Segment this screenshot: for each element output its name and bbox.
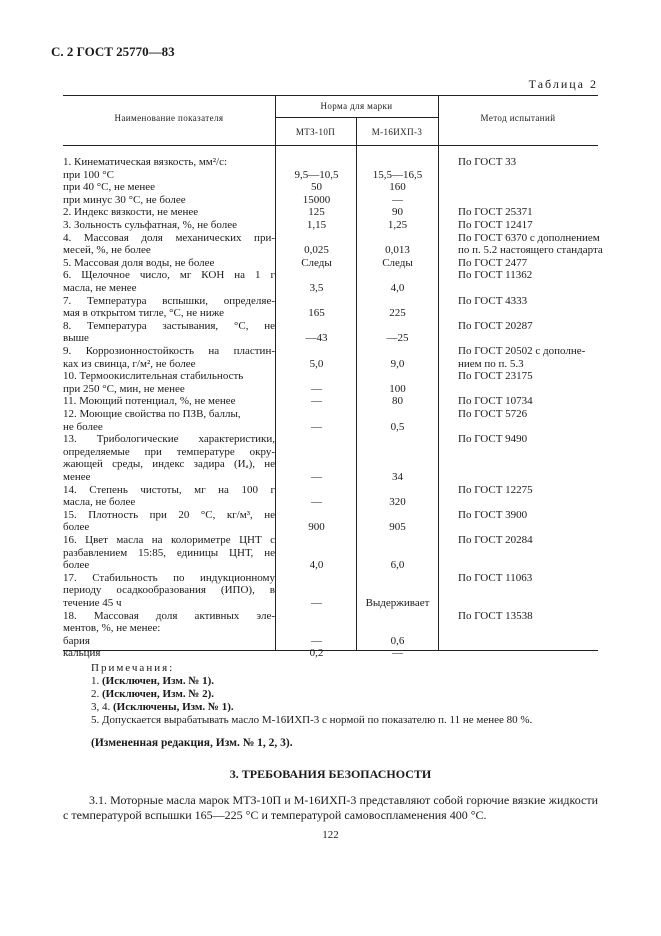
indicator-cell: 17. Стабильность по индукционному [63,571,275,584]
column-divider-2 [356,117,357,650]
method-cell: По ГОСТ 2477 [458,256,528,269]
indicator-cell: 7. Температура вспышки, определяе- [63,294,275,307]
indicator-cell: жающей среды, индекс задира (Иₐ), не [63,458,275,471]
method-cell: по п. 5.2 настоящего стандарта [458,244,603,257]
method-cell: По ГОСТ 12417 [458,219,533,231]
indicator-cell: 18. Массовая доля активных эле- [63,609,275,622]
value-m16-cell: 9,0 [390,357,405,370]
indicator-cell: бария [63,634,90,647]
indicator-cell: мая в открытом тигле, °С, не ниже [63,307,224,320]
value-mtz-cell: Следы [301,256,332,269]
indicator-cell: 15. Плотность при 20 °С, кг/м³, не [63,508,275,521]
value-m16-cell: 6,0 [390,559,405,572]
table-top-rule [63,95,598,96]
indicator-cell: 16. Цвет масла на колориметре ЦНТ с [63,534,275,546]
value-mtz-cell: — [311,471,322,483]
header-norm-group: Норма для марки [320,101,393,111]
indicator-cell: месей, %, не более [63,244,151,257]
value-m16-cell: 225 [389,307,406,320]
indicator-cell: 14. Степень чистоты, мг на 100 г [63,483,275,496]
indicator-cell: 8. Температура застывания, °С, не [63,319,275,332]
header-mark-m16: М-16ИХП-3 [371,127,423,137]
indicator-cell: выше [63,332,89,345]
indicator-cell: 4. Массовая доля механических при- [63,231,275,244]
method-cell: По ГОСТ 5726 [458,408,528,420]
note-1 [91,675,532,688]
value-mtz-cell: 1,15 [306,219,327,231]
indicator-cell: при 40 °С, не менее [63,181,156,194]
value-mtz-cell: 9,5—10,5 [294,168,339,181]
indicator-cell: кальция [63,647,101,660]
note-5 [91,714,532,727]
value-mtz-cell: 900 [308,521,325,534]
header-bottom-rule [63,145,598,146]
note-3 [91,701,532,714]
value-m16-cell: 34 [392,471,403,483]
indicator-cell: 2. Индекс вязкости, не менее [63,206,199,219]
value-m16-cell: 80 [392,395,403,408]
indicator-cell: 10. Термоокислительная стабильность [63,370,244,383]
method-cell: По ГОСТ 20502 с дополне- [458,345,586,357]
value-mtz-cell: — [311,382,322,395]
value-mtz-cell: — [311,496,322,509]
indicator-cell: менее [63,471,91,483]
notes-title: Примечания: [91,662,175,674]
indicator-cell: определяемые при температуре окру- [63,445,275,458]
value-mtz-cell: 5,0 [309,357,324,370]
method-cell: По ГОСТ 25371 [458,206,533,219]
value-m16-cell: Следы [382,256,413,269]
method-cell: По ГОСТ 10734 [458,395,533,408]
indicator-cell: ментов, %, не менее: [63,622,161,635]
note-1-text: (Исключен, Изм. № 1). [102,675,215,687]
value-mtz-cell: 4,0 [309,559,324,572]
value-mtz-cell: — [311,395,322,408]
value-m16-cell: 160 [389,181,406,194]
indicator-cell: при минус 30 °С, не более [63,193,186,206]
indicator-cell: 11. Моющий потенциал, %, не менее [63,395,236,408]
value-m16-cell: 90 [392,206,403,219]
method-cell: По ГОСТ 23175 [458,370,533,383]
value-m16-cell: 320 [389,496,406,509]
method-cell: По ГОСТ 3900 [458,508,528,521]
note-2-number: 2. [91,688,100,700]
note-5-number: 5. [91,714,100,726]
value-m16-cell: 100 [389,382,406,395]
method-cell: По ГОСТ 11362 [458,269,533,282]
edition-note: (Измененная редакция, Изм. № 1, 2, 3). [91,737,293,749]
method-cell: По ГОСТ 20287 [458,319,533,332]
value-mtz-cell: — [311,420,322,433]
value-mtz-cell: 50 [311,181,322,194]
method-cell: По ГОСТ 13538 [458,609,533,622]
value-mtz-cell: 15000 [302,193,331,206]
indicator-cell: 12. Моющие свойства по ПЗВ, баллы, [63,408,241,420]
value-mtz-cell: —43 [305,332,328,345]
notes-block [91,662,532,727]
value-m16-cell: 4,0 [390,282,405,294]
method-cell: По ГОСТ 6370 с дополнением [458,231,600,244]
paragraph-3-1: 3.1. Моторные масла марок МТЗ-10П и М-16ИХП-3 представляют собой горючие вязкие жидкости с температурой вспышки 165—225 °С и температурой самовоспламенения 400 °С. [63,793,598,822]
indicator-cell: при 250 °С, мин, не менее [63,382,185,395]
indicator-cell: при 100 °С [63,168,115,181]
page-number: 122 [322,829,339,841]
column-divider-3 [438,95,439,650]
value-mtz-cell: 3,5 [309,282,324,294]
section-title: 3. ТРЕБОВАНИЯ БЕЗОПАСНОСТИ [229,767,432,781]
header-mark-mtz: МТЗ-10П [295,127,336,137]
method-cell: По ГОСТ 4333 [458,294,528,307]
column-divider-1 [275,95,276,650]
note-1-number: 1. [91,675,100,687]
value-m16-cell: 905 [389,521,406,534]
method-cell: По ГОСТ 12275 [458,483,533,496]
indicator-cell: не более [63,420,103,433]
value-m16-cell: 0,6 [390,634,405,647]
note-2 [91,688,532,701]
value-mtz-cell: 125 [308,206,325,219]
indicator-cell: 13. Трибологические характеристики, [63,433,275,446]
indicator-cell: 9. Коррозионностойкость на пластин- [63,345,275,357]
value-mtz-cell: — [311,597,322,609]
value-mtz-cell: 0,025 [304,244,329,257]
indicator-cell: разбавлением 15:85, единицы ЦНТ, не [63,546,275,559]
value-m16-cell: — [392,647,403,660]
method-cell: По ГОСТ 20284 [458,534,533,546]
document-header: С. 2 ГОСТ 25770—83 [51,44,175,59]
indicator-cell: более [63,521,90,534]
note-5-text: Допускается вырабатывать масло М-16ИХП-3 с нормой по показателю п. 11 не менее 80 %. [102,714,533,726]
indicator-cell: ках из свинца, г/м², не более [63,357,196,370]
value-mtz-cell: 165 [308,307,325,320]
method-cell: По ГОСТ 11063 [458,571,533,584]
value-m16-cell: —25 [386,332,409,345]
note-3-number: 3, 4. [91,701,111,713]
value-m16-cell: 0,013 [385,244,410,257]
value-m16-cell: 15,5—16,5 [372,168,423,181]
indicator-cell: масла, не менее [63,282,137,294]
method-cell: По ГОСТ 9490 [458,433,528,446]
value-mtz-cell: — [311,634,322,647]
header-method: Метод испытаний [480,113,556,123]
indicator-cell: периоду осадкообразования (ИПО), в [63,584,275,597]
method-cell: нием по п. 5.3 [458,357,524,370]
note-2-text: (Исключен, Изм. № 2). [102,688,215,700]
note-3-text: (Исключены, Изм. № 1). [113,701,234,713]
table-caption: Таблица 2 [528,77,598,91]
value-m16-cell: — [392,193,403,206]
header-indicator: Наименование показателя [114,113,224,123]
value-m16-cell: 0,5 [390,420,405,433]
indicator-cell: течение 45 ч [63,597,122,609]
indicator-cell: 5. Массовая доля воды, не более [63,256,215,269]
indicator-cell: 3. Зольность сульфатная, %, не более [63,219,237,231]
indicator-cell: более [63,559,90,572]
indicator-cell: 1. Кинематическая вязкость, мм²/с: [63,156,228,168]
method-cell: По ГОСТ 33 [458,156,517,168]
indicator-cell: 6. Щелочное число, мг КОН на 1 г [63,269,275,282]
value-mtz-cell: 0,2 [309,647,324,660]
value-m16-cell: Выдерживает [365,597,430,609]
indicator-cell: масла, не более [63,496,136,509]
value-m16-cell: 1,25 [387,219,408,231]
